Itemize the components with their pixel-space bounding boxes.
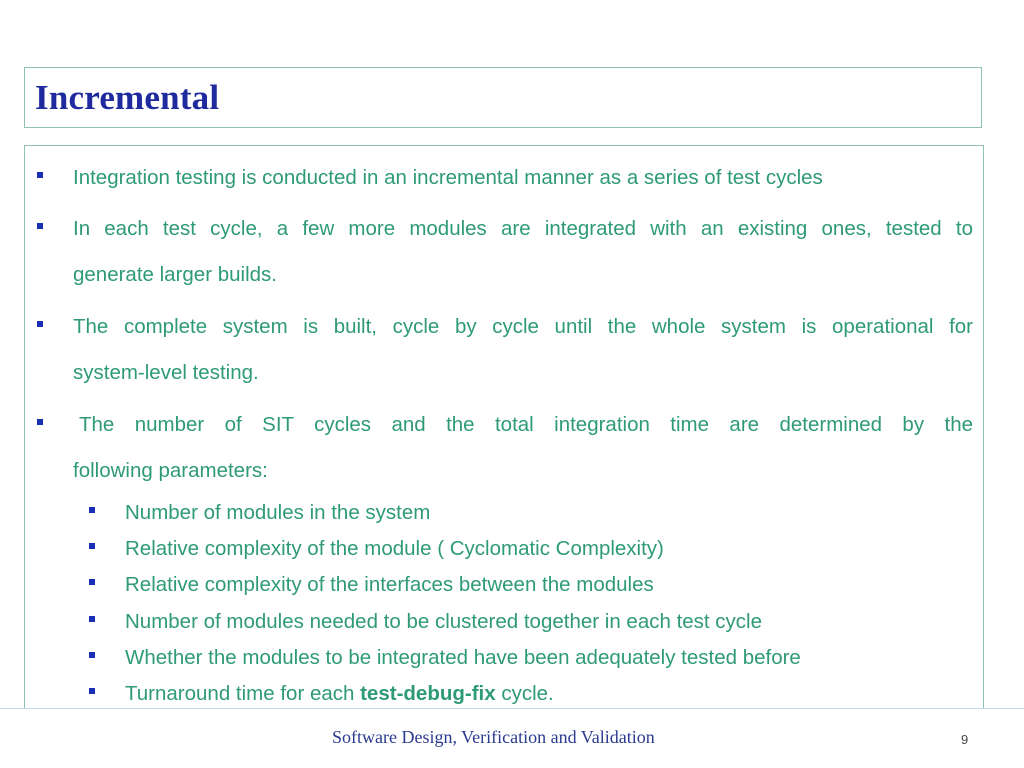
bullet-4-line-1: The number of SIT cycles and the total integration time are determined by the	[79, 413, 973, 436]
bullet-icon	[37, 419, 43, 425]
footer-divider	[0, 708, 1024, 709]
title-box	[24, 67, 982, 128]
bullet-icon	[37, 172, 43, 178]
sub-bullet-icon	[89, 507, 95, 513]
bullet-4-line-2: following parameters:	[73, 459, 268, 482]
bullet-icon	[37, 223, 43, 229]
footer-course-title: Software Design, Verification and Validation	[332, 727, 655, 747]
bullet-2-line-1: In each test cycle, a few more modules are integrated with an existing ones, tested to	[73, 217, 973, 240]
sub-bullet-6-text: Turnaround time for each	[125, 682, 361, 705]
sub-bullet-icon	[89, 688, 95, 694]
bullet-3-line-1: The complete system is built, cycle by cycle until the whole system is operational for	[73, 315, 973, 338]
sub-bullet-3: Relative complexity of the interfaces between the modules	[125, 573, 654, 596]
sub-bullet-icon	[89, 652, 95, 658]
sub-bullet-6	[125, 682, 965, 706]
content-box	[24, 145, 984, 709]
sub-bullet-1: Number of modules in the system	[125, 501, 431, 524]
bullet-icon	[37, 321, 43, 327]
sub-bullet-icon	[89, 579, 95, 585]
bullet-3-line-2: system-level testing.	[73, 361, 259, 384]
sub-bullet-icon	[89, 543, 95, 549]
sub-bullet-6-end: cycle.	[495, 682, 554, 705]
sub-bullet-5: Whether the modules to be integrated have been adequately tested before	[125, 646, 801, 669]
bullet-1-line-1: Integration testing is conducted in an incremental manner as a series of test cycles	[73, 166, 823, 189]
slide-title: Incremental	[35, 78, 220, 117]
sub-bullet-4: Number of modules needed to be clustered together in each test cycle	[125, 610, 763, 633]
sub-bullet-2: Relative complexity of the module ( Cyclomatic Complexity)	[125, 537, 664, 560]
sub-bullet-icon	[89, 616, 95, 622]
page-number: 9	[961, 732, 969, 747]
sub-bullet-6-bold: test-debug-fix	[360, 682, 496, 705]
bullet-2-line-2: generate larger builds.	[73, 263, 277, 286]
